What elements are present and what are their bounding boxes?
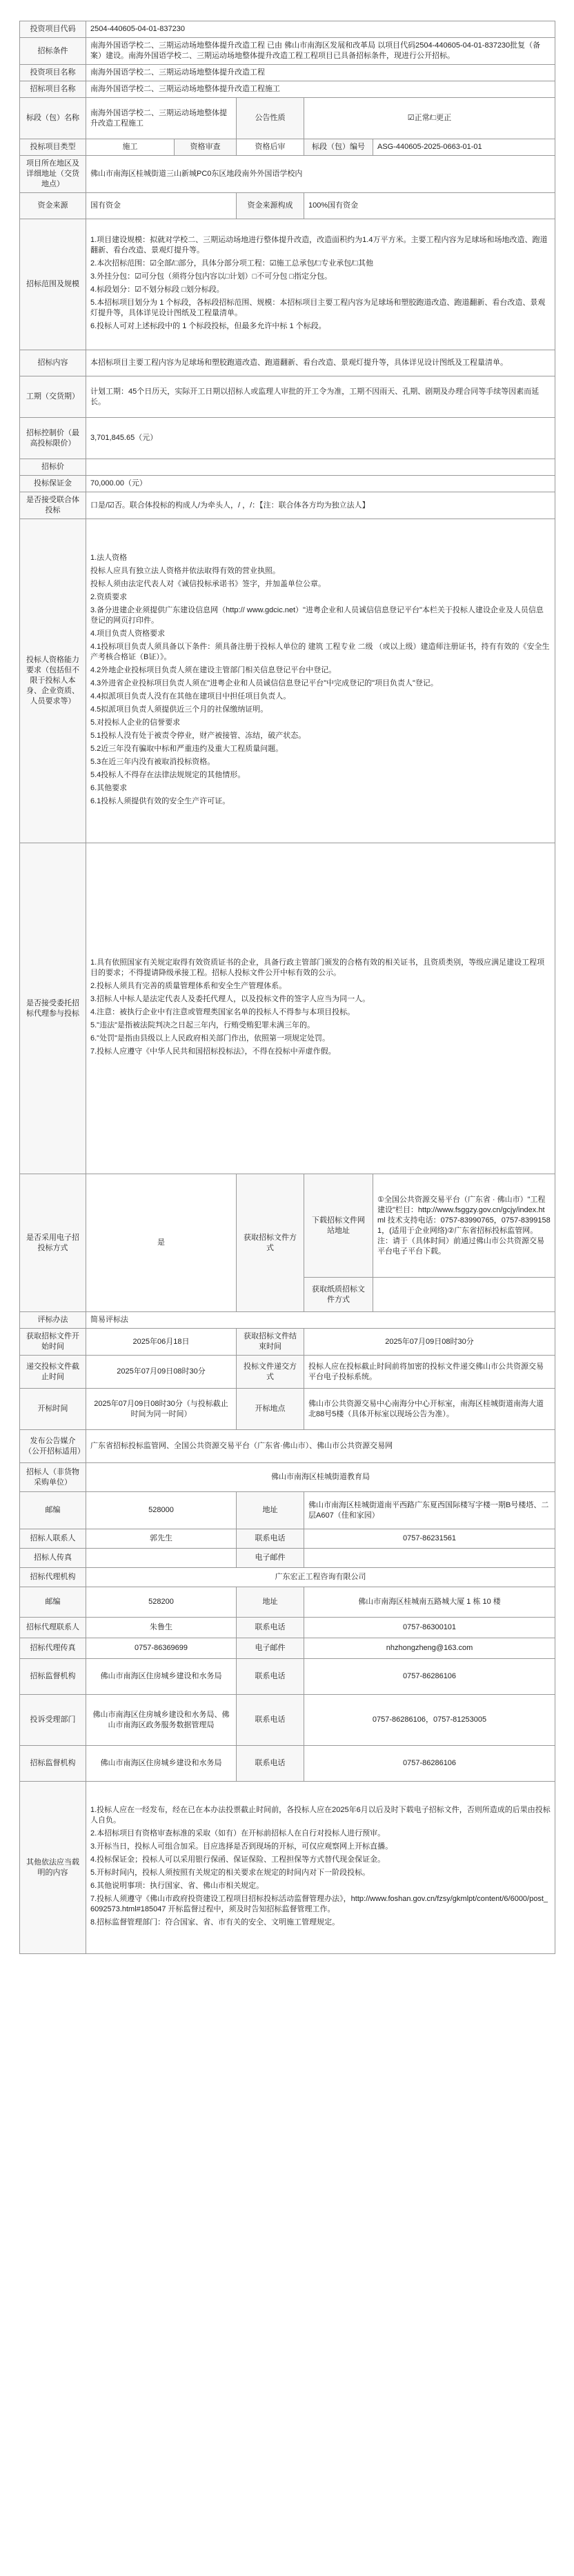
electronic-label: 是否采用电子招投标方式 xyxy=(20,1174,86,1312)
supervisor2-value: 佛山市南海区住房城乡建设和水务局 xyxy=(86,1746,237,1782)
qual-item: 4.2外地企业投标项目负责人须在建设主管部门相关信息登记平台中登记。 xyxy=(90,665,337,674)
download-method-label: 获取招标文件方式 xyxy=(237,1174,304,1312)
qual-item: 6.其他要求 xyxy=(90,783,128,792)
scope-item: 3.外挂分包：☑可分包（须将分包内容以□计划）□不可分包 □指定分包。 xyxy=(90,272,333,281)
bid-type-value: 施工 xyxy=(86,139,175,156)
content-label: 招标内容 xyxy=(20,350,86,376)
project-code-label: 投资项目代码 xyxy=(20,21,86,38)
other-req-item: 6."处罚"是指由县级以上人民政府相关部门作出，依照第一项规定处罚。 xyxy=(90,1034,330,1043)
media-label: 发布公告媒介（公开招标适用） xyxy=(20,1430,86,1463)
scope-item: 4.标段划分：☑不划分标段 □划分标段。 xyxy=(90,285,224,294)
other-notes-label: 其他依法应当载明的内容 xyxy=(20,1782,86,1954)
qual-item: 4.项目负责人资格要求 xyxy=(90,629,166,638)
complaint-tel-value: 0757-86286106，0757-81253005 xyxy=(304,1695,555,1746)
other-req-item: 7.投标人应遵守《中华人民共和国招标投标法》，不得在投标中弄虚作假。 xyxy=(90,1047,336,1056)
agent-email-value[interactable]: nhzhongzheng@163.com xyxy=(304,1638,555,1659)
qual-item: 4.3外进省企业投标项目负责人须在"进粤企业和人员诚信信息登记平台"中完成登记的"项目负责人"登记。 xyxy=(90,678,438,687)
tender-notice xyxy=(19,21,555,1954)
note-item[interactable]: 7.投标人须遵守《佛山市政府投资建设工程项目招标投标活动监督管理办法》，http://www.foshan.gov.cn/fzsy/gkmlpt/content/6/6000/post_6092573.html#185047 开标监督过程中，须及时告知招标监督管理工作。 xyxy=(90,1894,548,1913)
funding-ratio-value: 100%国有资金 xyxy=(304,193,555,219)
note-item: 4.投标保证金；投标人可以采用银行保函、保证保险、工程担保等方式替代现金保证金。 xyxy=(90,1855,386,1864)
electronic-value: 是 xyxy=(86,1174,237,1312)
supervisor-tel-value: 0757-86286106 xyxy=(304,1659,555,1695)
get-time-end-label: 获取招标文件结束时间 xyxy=(237,1329,304,1356)
get-time-start: 2025年06月18日 xyxy=(86,1329,237,1356)
period-label: 工期（交货期） xyxy=(20,376,86,418)
tenderer-email-value xyxy=(304,1549,555,1568)
agent-fax-value: 0757-86369699 xyxy=(86,1638,237,1659)
section-name-value: 南海外国语学校二、三期运动场地整体提升改造工程施工 xyxy=(86,98,237,139)
open-time-label: 开标时间 xyxy=(20,1389,86,1430)
qual-item: 4.1投标项目负责人须具备以下条件：须具备注册于投标人单位的 建筑 工程专业 二级 （或以上级）建造师注册证书，持有有效的《安全生产考核合格证（B证）》。 xyxy=(90,642,550,661)
paper-file-value xyxy=(373,1278,555,1312)
tenderer-contact-value: 郭先生 xyxy=(86,1529,237,1549)
agent-tel-label: 联系电话 xyxy=(237,1618,304,1638)
qual-item: 5.2近三年没有骗取中标和严重违约及重大工程质量问题。 xyxy=(90,744,284,753)
project-name-value: 南海外国语学校二、三期运动场地整体提升改造工程 xyxy=(86,65,555,81)
scope-list xyxy=(86,219,555,350)
download-site-label: 下载招标文件网站地址 xyxy=(304,1174,373,1278)
qualification-req-label: 投标人资格能力要求（包括但不限于投标人本身、企业资质、人员要求等） xyxy=(20,519,86,843)
funding-label: 资金来源 xyxy=(20,193,86,219)
bid-bond-value: 70,000.00（元） xyxy=(86,476,555,492)
agent-value: 广东宏正工程咨询有限公司 xyxy=(86,1568,555,1587)
supervisor-tel-label: 联系电话 xyxy=(237,1659,304,1695)
tenderer-contact-label: 招标人联系人 xyxy=(20,1529,86,1549)
qual-item: 1.法人资格 xyxy=(90,553,128,562)
notice-type-value: ☑正常/□更正 xyxy=(304,98,555,139)
tenderer-zip-label: 邮编 xyxy=(20,1492,86,1529)
other-req-item: 1.具有依照国家有关规定取得有效资质证书的企业，具备行政主管部门颁发的合格有效的相关证书，且资质类别，等级应满足建设工程项目的要求；不得提请降级承接工程。招标人投标文件公开中标有效的公示。 xyxy=(90,958,545,977)
qual-item: 4.5拟派项目负责人须提供近三个月的社保缴纳证明。 xyxy=(90,705,268,714)
qual-item: 投标人须由法定代表人对《诚信投标承诺书》签字，并加盖单位公章。 xyxy=(90,579,326,588)
open-place-value: 佛山市公共资源交易中心南海分中心开标室，南海区桂城街道南海大道北88号5楼（具体开标室以现场公告为准）。 xyxy=(304,1389,555,1430)
tenderer-label: 招标人（非货物采购单位） xyxy=(20,1463,86,1492)
bid-price-label: 招标价 xyxy=(20,459,86,476)
other-req-label: 是否接受委托招标代理参与投标 xyxy=(20,843,86,1174)
agent-contact-label: 招标代理联系人 xyxy=(20,1618,86,1638)
qual-item: 5.3在近三年内没有被取消投标资格。 xyxy=(90,757,215,766)
project-name-label: 投资项目名称 xyxy=(20,65,86,81)
paper-file-label: 获取纸质招标文件方式 xyxy=(304,1278,373,1312)
scope-item: 1.项目建设规模：拟就对学校二、三期运动场地进行整体提升改造，改造面积约为1.4万平方米。主要工程内容为足球场和场地改造、跑道翻新、看台改造、景观灯提升等。 xyxy=(90,235,548,254)
tenderer-address-value: 佛山市南海区桂城街道南平西路广东夏西国际楼写字楼一期B号楼塔、二层A607（佳和家园） xyxy=(304,1492,555,1529)
other-req-list xyxy=(86,843,555,1174)
bid-conditions-value: 南海外国语学校二、三期运动场地整体提升改造工程 已由 佛山市南海区发展和改革局 以项目代码2504-440605-04-01-837230批复（备案）建设。南海外国语学校二、三期运动场地整体提升改造工程工程项目已具备招标条件，现进行公开招标。 xyxy=(86,38,555,65)
qual-item: 投标人应具有独立法人资格并依法取得有效的营业执照。 xyxy=(90,566,280,575)
supervisor-value: 佛山市南海区住房城乡建设和水务局 xyxy=(86,1659,237,1695)
control-price-label: 招标控制价（最高投标限价） xyxy=(20,418,86,459)
supervisor2-tel-label: 联系电话 xyxy=(237,1746,304,1782)
agent-contact-value: 朱鲁生 xyxy=(86,1618,237,1638)
content-value: 本招标项目主要工程内容为足球场和塑胶跑道改造、跑道翻新、看台改造、景观灯提升等，具体详见设计图纸及工程量清单。 xyxy=(86,350,555,376)
tenderer-value: 佛山市南海区桂城街道教育局 xyxy=(86,1463,555,1492)
agent-address-label: 地址 xyxy=(237,1587,304,1618)
qualification-req-list xyxy=(86,519,555,843)
qual-item: 5.对投标人企业的信誉要求 xyxy=(90,718,181,727)
qual-item: 2.资质要求 xyxy=(90,592,128,601)
tenderer-zip-value: 528000 xyxy=(86,1492,237,1529)
other-req-item: 4.注意：被执行企业中有注意或管理类国家名单的投标人不得参与本项目投标。 xyxy=(90,1007,355,1016)
evaluation-label: 评标办法 xyxy=(20,1312,86,1329)
qual-item: 4.4拟派项目负责人没有在其他在建项目中担任项目负责人。 xyxy=(90,692,291,701)
location-value: 佛山市南海区桂城街道三山新城PC0东区地段南外外国语学校内 xyxy=(86,156,555,193)
agent-zip-label: 邮编 xyxy=(20,1587,86,1618)
supervisor-label: 招标监督机构 xyxy=(20,1659,86,1695)
tenderer-tel-value: 0757-86231561 xyxy=(304,1529,555,1549)
scope-label: 招标范围及规模 xyxy=(20,219,86,350)
bid-project-name-value: 南海外国语学校二、三期运动场地整体提升改造工程施工 xyxy=(86,81,555,98)
open-place-label: 开标地点 xyxy=(237,1389,304,1430)
note-item: 8.招标监督管理部门：符合国家、省、市有关的安全、文明施工管理规定。 xyxy=(90,1918,340,1926)
note-item: 1.投标人应在一经发布，经在已在本办法投票截止时间前，各投标人应在2025年6月以后及时下载电子招标文件，否则所造成的后果由投标人自负。 xyxy=(90,1805,551,1824)
funding-value: 国有资金 xyxy=(86,193,237,219)
other-req-item: 3.招标人中标人是法定代表人及委托代理人，以及投标文件的签字人应当为同一人。 xyxy=(90,994,370,1003)
agent-email-label: 电子邮件 xyxy=(237,1638,304,1659)
control-price-value: 3,701,845.65（元） xyxy=(86,418,555,459)
location-label: 项目所在地区及详细地址（交货地点） xyxy=(20,156,86,193)
section-name-label: 标段（包）名称 xyxy=(20,98,86,139)
agent-tel-value: 0757-86300101 xyxy=(304,1618,555,1638)
other-notes-list xyxy=(86,1782,555,1954)
scope-item: 6.投标人可对上述标段中的 1 个标段投标，但最多允许中标 1 个标段。 xyxy=(90,321,326,330)
complaint-label: 投诉受理部门 xyxy=(20,1695,86,1746)
notice-type-label: 公告性质 xyxy=(237,98,304,139)
get-time-end: 2025年07月09日08时30分 xyxy=(304,1329,555,1356)
tenderer-email-label: 电子邮件 xyxy=(237,1549,304,1568)
submit-method-label: 投标文件递交方式 xyxy=(237,1356,304,1389)
project-code-value: 2504-440605-04-01-837230 xyxy=(86,21,555,38)
complaint-value: 佛山市南海区住房城乡建设和水务局、佛山市南海区政务服务数据管理局 xyxy=(86,1695,237,1746)
tenderer-fax-value xyxy=(86,1549,237,1568)
bid-project-name-label: 招标项目名称 xyxy=(20,81,86,98)
funding-ratio-label: 资金来源构成 xyxy=(237,193,304,219)
period-value: 计划工期：45个日历天，实际开工日期以招标人或监理人审批的开工令为准，工期不因雨天、孔期、剧期及办理合同等手续等因素而延长。 xyxy=(86,376,555,418)
submit-deadline-label: 递交投标文件截止时间 xyxy=(20,1356,86,1389)
note-item: 6.其他说明事项：执行国家、省、佛山市相关规定。 xyxy=(90,1881,264,1890)
qual-item: 5.4投标人不得存在法律法规规定的其他情形。 xyxy=(90,770,246,779)
supervisor2-label: 招标监督机构 xyxy=(20,1746,86,1782)
bid-type-label: 投标项目类型 xyxy=(20,139,86,156)
evaluation-value: 简易评标法 xyxy=(86,1312,555,1329)
complaint-tel-label: 联系电话 xyxy=(237,1695,304,1746)
note-item: 2.本招标项目有资格审查标准的采取（如有）在开标前招标人在自行对投标人进行预审。 xyxy=(90,1829,386,1838)
qual-item: 6.1投标人须提供有效的安全生产许可证。 xyxy=(90,796,230,805)
bid-conditions-label: 招标条件 xyxy=(20,38,86,65)
agent-zip-value: 528200 xyxy=(86,1587,237,1618)
note-item: 5.开标时间内，投标人须按照有关规定的相关要求在规定的时间内对下一阶段投标。 xyxy=(90,1868,370,1877)
download-site-value[interactable]: ①全国公共资源交易平台（广东省 · 佛山市）"工程建设"栏目：http://www.fsggzy.gov.cn/gcjy/index.html 技术支持电话：0757-83990765，0757-83991581，(适用于企业网络)②广东省招标投标监管网。注：请于（具体时间）前通过佛山市公共资源交易平台电子平台下载。 xyxy=(373,1174,555,1278)
media-value: 广东省招标投标监管网、全国公共资源交易平台（广东省·佛山市）、佛山市公共资源交易网 xyxy=(86,1430,555,1463)
agent-address-value: 佛山市南海区桂城南五路城大厦 1 栋 10 楼 xyxy=(304,1587,555,1618)
qualification-label: 资格审查 xyxy=(175,139,237,156)
bid-bond-label: 投标保证金 xyxy=(20,476,86,492)
qual-item: 5.1投标人没有处于被责令停业，财产被接管、冻结，破产状态。 xyxy=(90,731,306,740)
scope-item: 5.本招标项目划分为 1 个标段，各标段招标范围、规模：本招标项目主要工程内容为足球场和塑胶跑道改造、跑道翻新、看台改造、景观灯提升等，具体详见设计图纸及工程量清单。 xyxy=(90,298,546,317)
tenderer-fax-label: 招标人传真 xyxy=(20,1549,86,1568)
tenderer-address-label: 地址 xyxy=(237,1492,304,1529)
other-req-item: 2.投标人须具有完善的质量管理体系和安全生产管理体系。 xyxy=(90,981,287,990)
supervisor2-tel-value: 0757-86286106 xyxy=(304,1746,555,1782)
note-item: 3.开标当日，投标人可组合加采。目应选择是否到现场的开标，可仅应观察网上开标直播。 xyxy=(90,1842,393,1851)
tenderer-tel-label: 联系电话 xyxy=(237,1529,304,1549)
agent-label: 招标代理机构 xyxy=(20,1568,86,1587)
section-code-label: 标段（包）编号 xyxy=(304,139,373,156)
other-req-item: 5."违法"是指被法院判决之日起三年内，行贿受贿犯罪未满三年的。 xyxy=(90,1020,315,1029)
submit-method-value: 投标人应在投标截止时间前将加密的投标文件递交佛山市公共资源交易平台电子投标系统。 xyxy=(304,1356,555,1389)
consortium-value: 口是/☑否。联合体投标的构成人/为牵头人，/ ，/：【注：联合体各方均为独立法人】 xyxy=(86,492,555,519)
scope-item: 2.本次招标范围：☑全部/□部分，具体分部分项工程：☑施工总承包/□专业承包/□其他 xyxy=(90,259,373,268)
get-time-label: 获取招标文件开始时间 xyxy=(20,1329,86,1356)
consortium-label: 是否接受联合体投标 xyxy=(20,492,86,519)
qualification-value: 资格后审 xyxy=(237,139,304,156)
submit-deadline-value: 2025年07月09日08时30分 xyxy=(86,1356,237,1389)
qual-item: 3.备分进建企业须提供广东建设信息网（http:// www.gdcic.net）"进粤企业和人员诚信信息登记平台"本栏关于投标人建设企业及人员信息登记的网页打印件。 xyxy=(90,605,544,625)
agent-fax-label: 招标代理传真 xyxy=(20,1638,86,1659)
notice-table xyxy=(19,21,555,1954)
section-code-value: ASG-440605-2025-0663-01-01 xyxy=(373,139,555,156)
open-time-value: 2025年07月09日08时30分（与投标截止时间为同一时间） xyxy=(86,1389,237,1430)
bid-price-value xyxy=(86,459,555,476)
